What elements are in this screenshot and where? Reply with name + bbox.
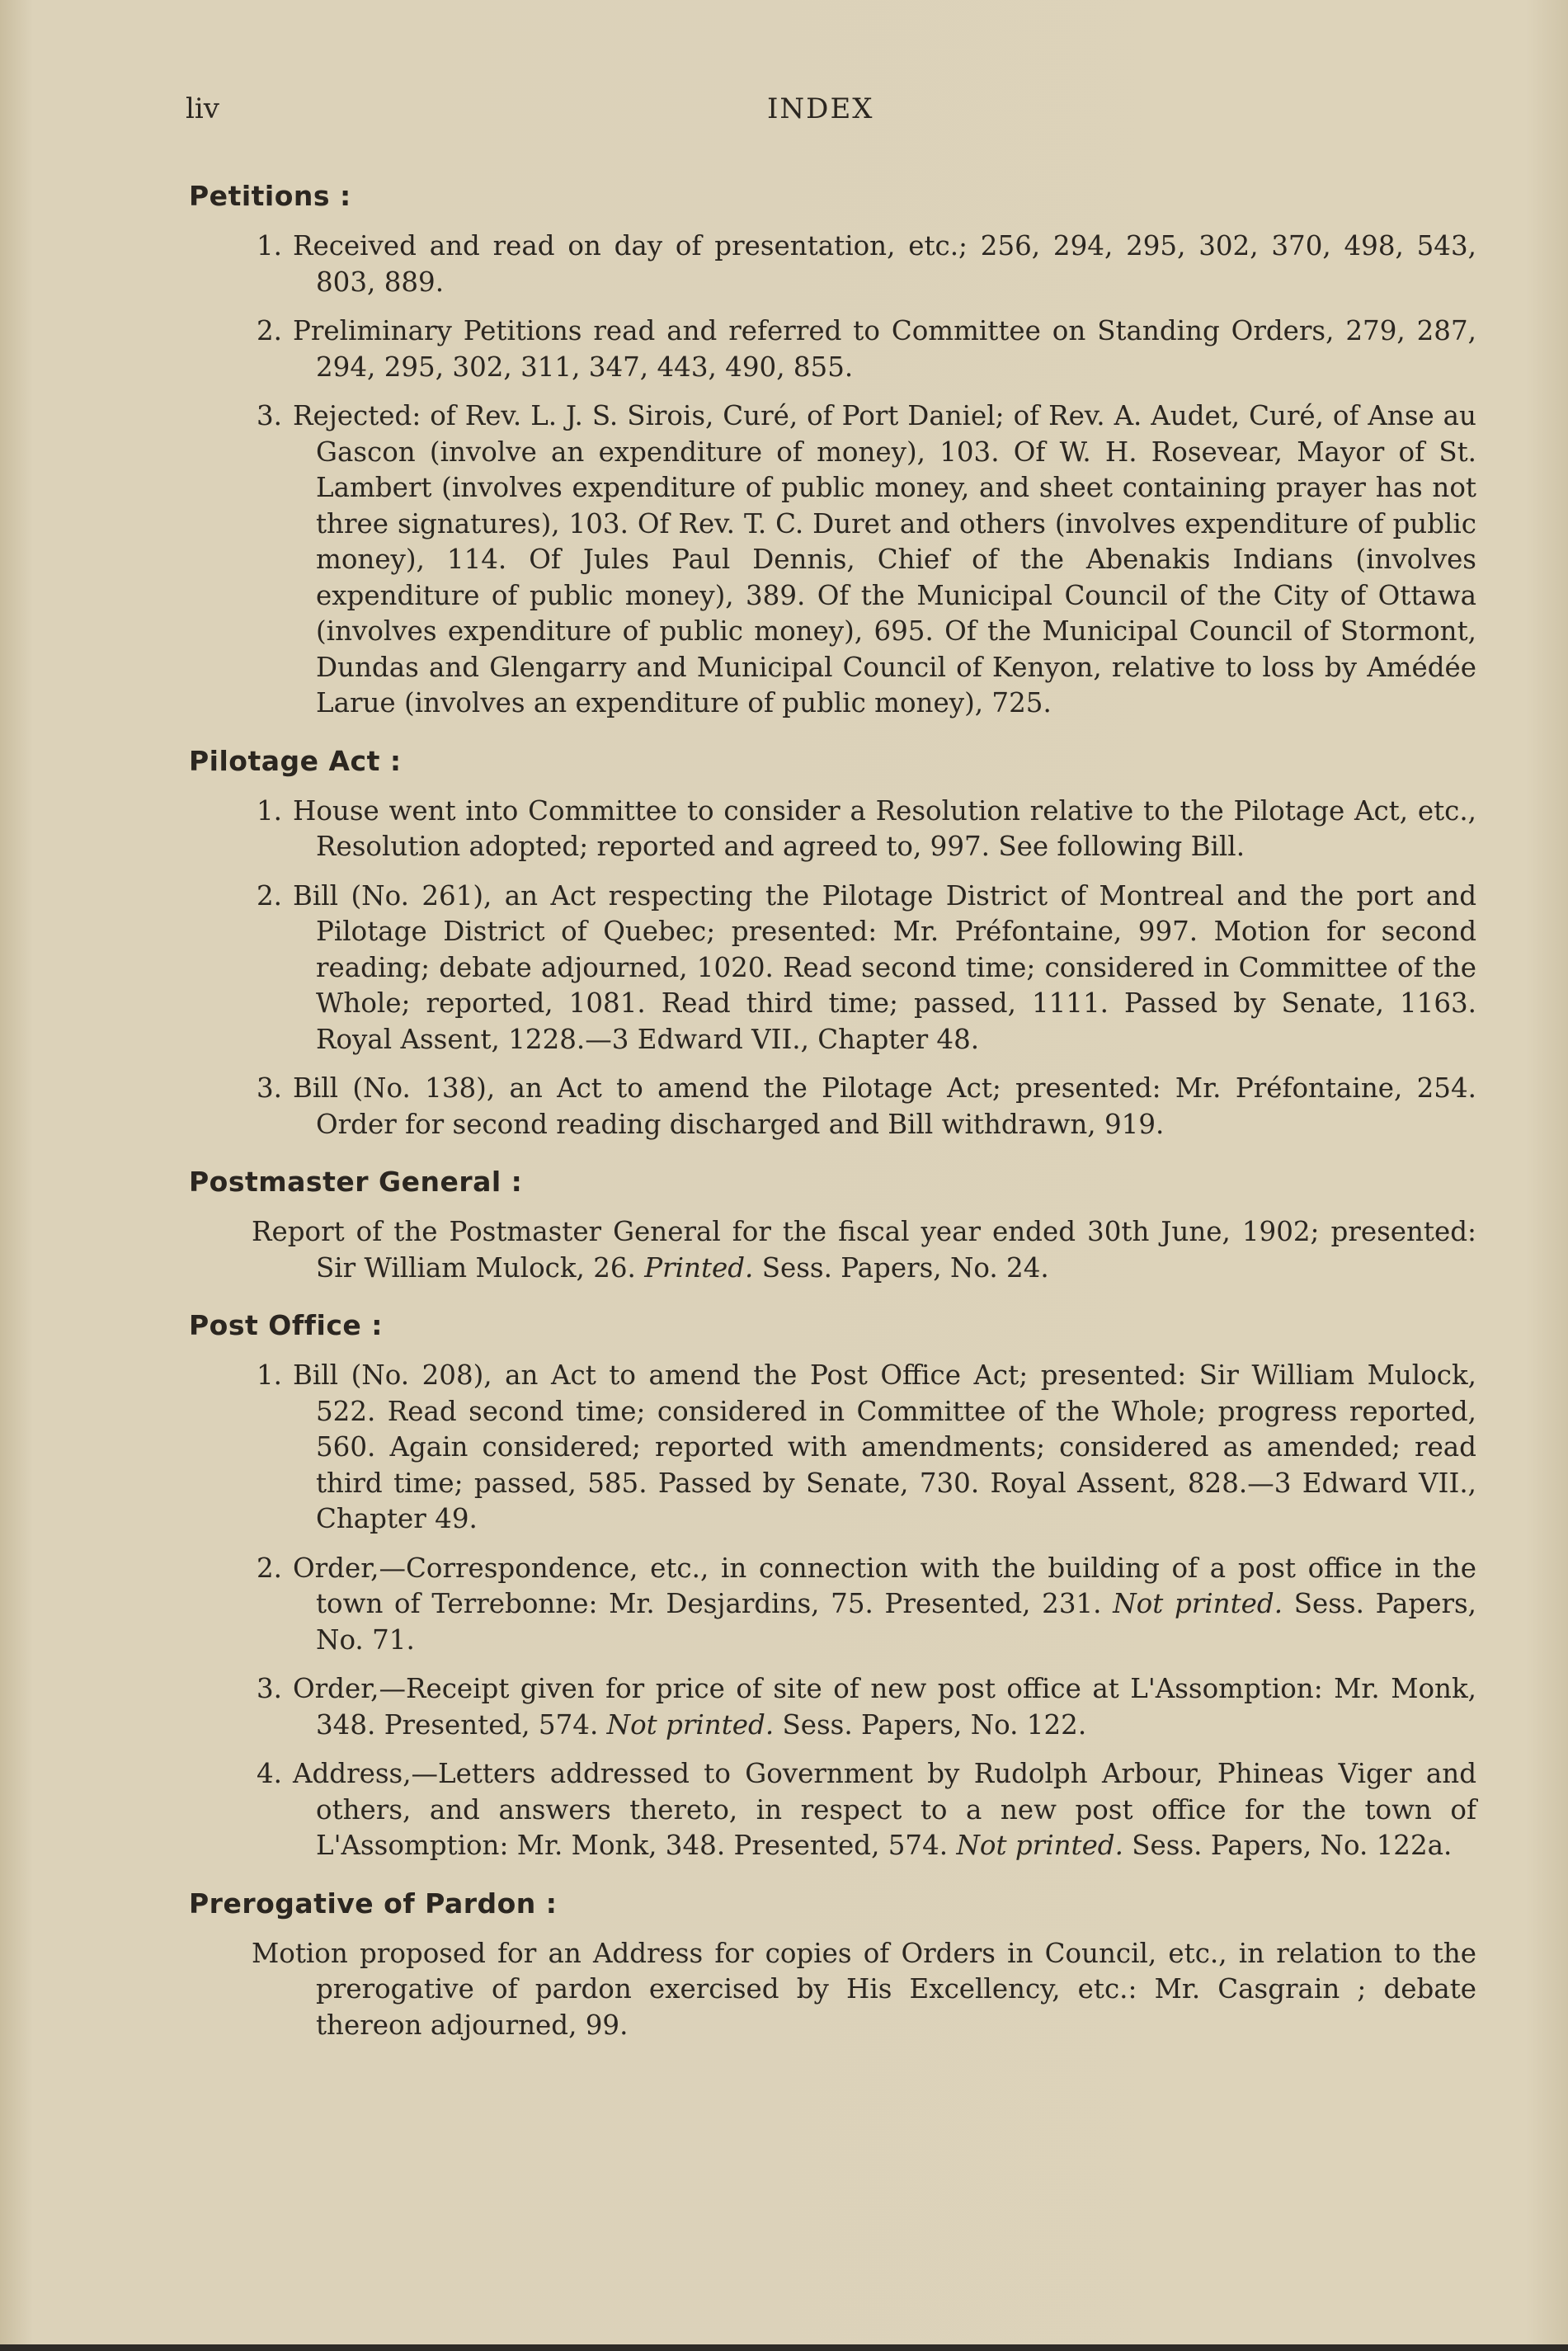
entry-text: Report of the Postmaster General for the fiscal year ended 30th June, 1902; presented: Sir William Mulock, 26. <box>252 1216 1476 1284</box>
entry-number: 3. <box>257 1673 283 1704</box>
entry-number: 1. <box>257 230 283 261</box>
entry-number: 2. <box>257 1552 283 1584</box>
index-section-pilotage-act <box>186 745 1476 1143</box>
entry-text: Bill (No. 208), an Act to amend the Post Office Act; presented: Sir William Mulock, 522. Read second time; considered in Committee of the Whole; progress reported, 560. Again considered; reported with amendments; considered as amended; read third time; passed, 585. Passed by Senate, 730. Royal Assent, 828.—3 Edward VII., Chapter 49. <box>293 1359 1476 1534</box>
index-entry <box>252 1936 1476 2044</box>
entry-number: 1. <box>257 1359 283 1391</box>
entry-text: Motion proposed for an Address for copies of Orders in Council, etc., in relation to the prerogative of pardon exercised by His Excellency, etc.: Mr. Casgrain ; debate thereon adjourned, 99. <box>252 1937 1476 2041</box>
section-heading: Petitions : <box>189 180 351 212</box>
entry-number: 3. <box>257 1072 283 1104</box>
entry-number: 1. <box>257 794 283 827</box>
entry-text: Bill (No. 261), an Act respecting the Pilotage District of Montreal and the port and Pilotage District of Quebec; presented: Mr. Préfontaine, 997. Motion for second reading; debate adjourned, 1020. Read second time; considered in Committee of the Whole; reported, 1081. Read third time; passed, 1111. Passed by Senate, 1163. Royal Assent, 1228.—3 Edward VII., Chapter 48. <box>293 879 1476 1055</box>
section-heading: Prerogative of Pardon : <box>189 1887 558 1920</box>
entry-italic-note: Printed. <box>644 1251 754 1284</box>
index-section-post-office <box>186 1309 1476 1864</box>
page-header <box>186 92 1469 134</box>
entry-number: 4. <box>257 1758 283 1789</box>
index-entry <box>257 398 1476 722</box>
running-title: INDEX <box>767 92 874 125</box>
entry-number: 2. <box>257 879 283 912</box>
index-entry <box>257 1551 1476 1659</box>
page-number: liv <box>186 92 219 125</box>
index-entry <box>257 879 1476 1058</box>
entry-text: Address,—Letters addressed to Government by Rudolph Arbour, Phineas Viger and others, and answers thereto, in respect to a new post office for the town of L'Assomption: Mr. Monk, 348. Presented, 574. <box>293 1758 1476 1861</box>
entry-italic-note: Not printed. <box>1113 1588 1283 1619</box>
entry-tail: Sess. Papers, No. 71. <box>316 1588 1476 1656</box>
entry-tail: Sess. Papers, No. 122a. <box>1132 1830 1453 1861</box>
section-heading: Pilotage Act : <box>189 744 402 777</box>
entry-text: Preliminary Petitions read and referred to Committee on Standing Orders, 279, 287, 294, 295, 302, 311, 347, 443, 490, 855. <box>293 315 1476 383</box>
entry-italic-note: Not printed. <box>956 1830 1123 1861</box>
entry-tail: Sess. Papers, No. 122. <box>782 1708 1087 1741</box>
index-entry <box>257 1671 1476 1743</box>
index-section-postmaster-general <box>186 1166 1476 1286</box>
index-entry <box>252 1214 1476 1286</box>
entry-text: Bill (No. 138), an Act to amend the Pilotage Act; presented: Mr. Préfontaine, 254. Order for second reading discharged and Bill withdrawn, 919. <box>293 1072 1476 1140</box>
entry-number: 2. <box>257 315 283 346</box>
entry-text: Order,—Receipt given for price of site of new post office at L'Assomption: Mr. Monk, 348. Presented, 574. <box>293 1673 1476 1741</box>
entry-number: 3. <box>257 400 283 431</box>
index-section-prerogative-of-pardon <box>186 1887 1476 2044</box>
index-entry <box>257 1071 1476 1143</box>
page-bottom-edge <box>0 2344 1568 2351</box>
entry-text: House went into Committee to consider a Resolution relative to the Pilotage Act, etc., Resolution adopted; reported and agreed to, 997. See following Bill. <box>293 794 1476 862</box>
index-content <box>186 180 1476 2066</box>
index-entry <box>257 313 1476 385</box>
entry-text: Order,—Correspondence, etc., in connection with the building of a post office in the town of Terrebonne: Mr. Desjardins, 75. Presented, 231. <box>293 1552 1476 1619</box>
index-entry <box>257 1756 1476 1864</box>
index-entry <box>257 794 1476 865</box>
index-section-petitions <box>186 180 1476 722</box>
section-heading: Postmaster General : <box>189 1166 523 1198</box>
entry-tail: Sess. Papers, No. 24. <box>761 1251 1049 1284</box>
index-entry <box>257 1358 1476 1538</box>
entry-text: Received and read on day of presentation, etc.; 256, 294, 295, 302, 370, 498, 543, 803, 889. <box>293 230 1476 298</box>
section-heading: Post Office : <box>189 1309 383 1341</box>
entry-italic-note: Not printed. <box>606 1708 775 1741</box>
index-entry <box>257 229 1476 300</box>
entry-text: Rejected: of Rev. L. J. S. Sirois, Curé, of Port Daniel; of Rev. A. Audet, Curé, of Anse au Gascon (involve an expenditure of money), 103. Of W. H. Rosevear, Mayor of St. Lambert (involves expenditure of public money, and sheet containing prayer has not three signatures), 103. Of Rev. T. C. Duret and others (involves expenditure of public money), 114. Of Jules Paul Dennis, Chief of the Abenakis Indians (involves expenditure of public money), 389. Of the Municipal Council of the City of Ottawa (involves expenditure of public money), 695. Of the Municipal Council of Stormont, Dundas and Glengarry and Municipal Council of Kenyon, relative to loss by Amédée Larue (involves an expenditure of public money), 725. <box>293 400 1476 718</box>
